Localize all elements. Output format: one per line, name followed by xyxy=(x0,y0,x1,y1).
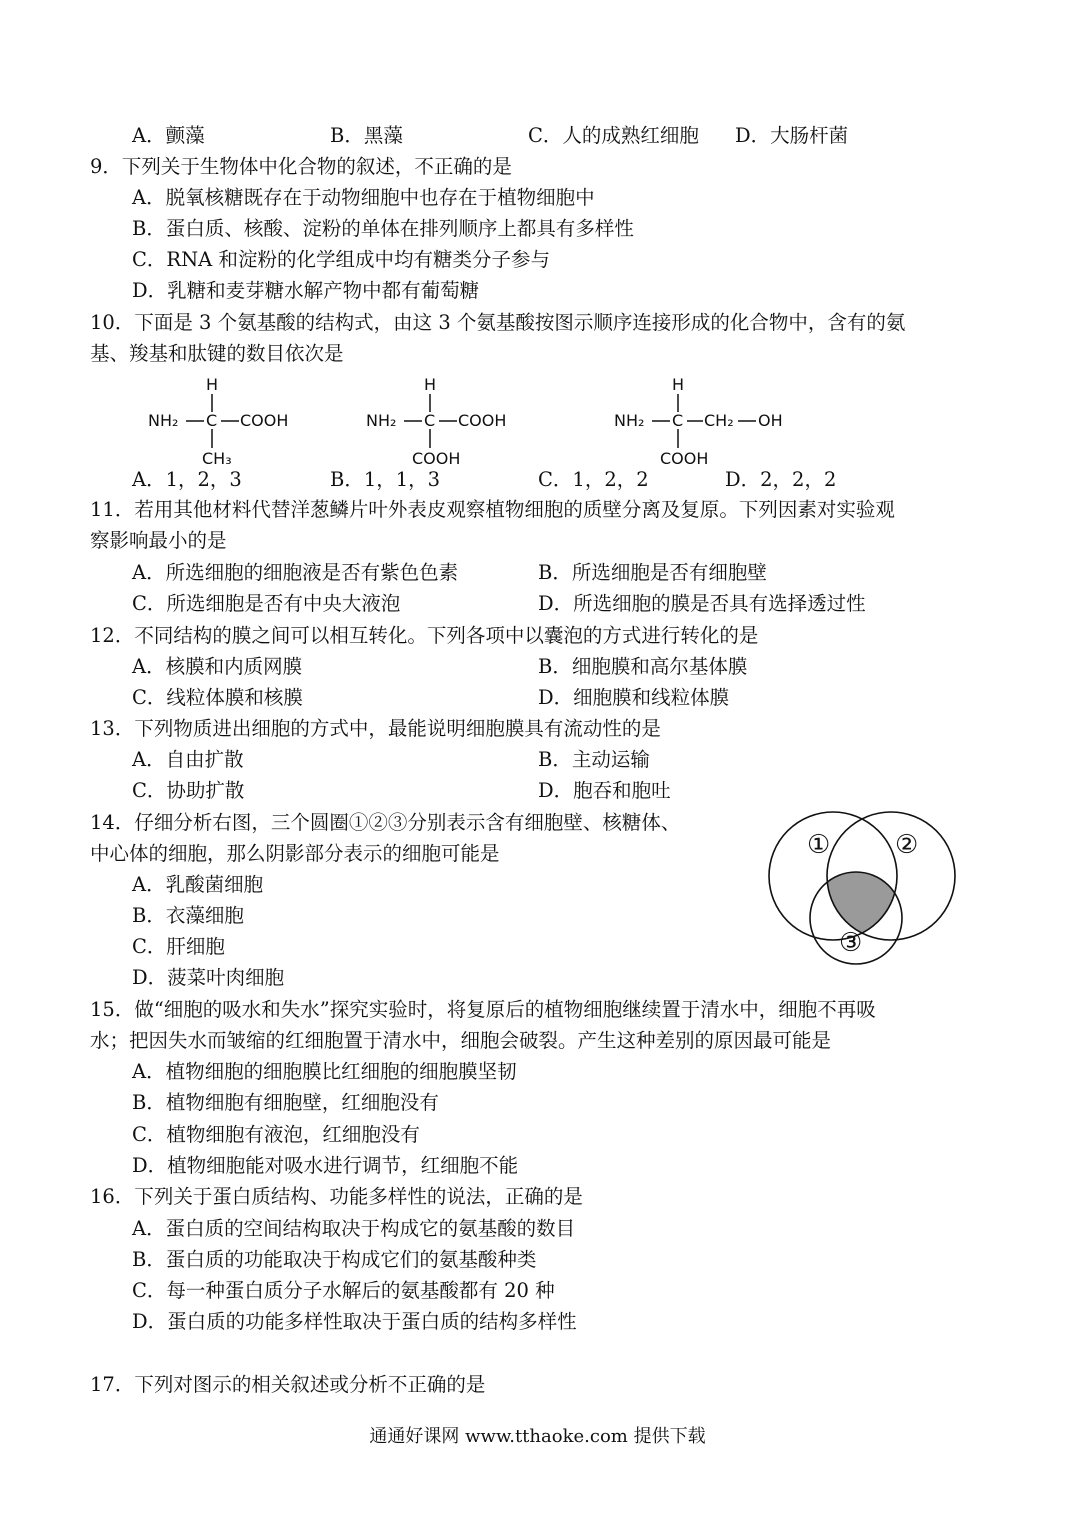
q9-option-a: A．脱氧核糖既存在于动物细胞中也存在于植物细胞中 xyxy=(132,186,595,209)
q16-option-c: C．每一种蛋白质分子水解后的氨基酸都有 20 种 xyxy=(132,1279,555,1302)
q8-option-a: A．颤藻 xyxy=(132,124,205,147)
q13-option-a: A．自由扩散 xyxy=(132,748,244,771)
q15-option-d: D．植物细胞能对吸水进行调节，红细胞不能 xyxy=(132,1154,519,1177)
aa1-nh2: NH₂ xyxy=(148,411,179,430)
aa1-cooh: COOH xyxy=(240,411,289,430)
q14-option-a: A．乳酸菌细胞 xyxy=(132,873,264,896)
q12-option-c: C．线粒体膜和核膜 xyxy=(132,686,303,709)
venn-label-3: ③ xyxy=(839,928,863,958)
aa2-h: H xyxy=(424,375,437,394)
page-footer: 通通好课网 www.tthaoke.com 提供下载 xyxy=(369,1426,706,1447)
q11-stem-line1: 11．若用其他材料代替洋葱鳞片叶外表皮观察植物细胞的质壁分离及复原。下列因素对实验观 xyxy=(90,498,895,521)
q12-option-b: B．细胞膜和高尔基体膜 xyxy=(538,655,748,678)
aa3-ch2: CH₂ xyxy=(704,411,734,430)
aa3-h: H xyxy=(672,375,685,394)
venn-circle-1 xyxy=(769,812,897,940)
q8-option-d: D．大肠杆菌 xyxy=(735,124,849,147)
q9-option-b: B．蛋白质、核酸、淀粉的单体在排列顺序上都具有多样性 xyxy=(132,217,634,240)
q15-option-a: A．植物细胞的细胞膜比红细胞的细胞膜坚韧 xyxy=(132,1060,517,1083)
q14-option-d: D．菠菜叶肉细胞 xyxy=(132,966,285,989)
aa2-c: C xyxy=(424,411,436,430)
q15-option-b: B．植物细胞有细胞壁，红细胞没有 xyxy=(132,1091,439,1114)
q14-option-c: C．肝细胞 xyxy=(132,935,225,958)
q8-option-b: B．黑藻 xyxy=(330,124,403,147)
venn-label-2: ② xyxy=(895,830,919,860)
q13-option-c: C．协助扩散 xyxy=(132,779,245,802)
q14-stem-line1: 14．仔细分析右图，三个圆圈①②③分别表示含有细胞壁、核糖体、 xyxy=(90,811,681,834)
q14-option-b: B．衣藻细胞 xyxy=(132,904,244,927)
aa3-cooh-bottom: COOH xyxy=(660,449,709,468)
q10-stem-line1: 10．下面是 3 个氨基酸的结构式，由这 3 个氨基酸按图示顺序连接形成的化合物中，含有的氨 xyxy=(90,311,906,334)
q9-stem: 9．下列关于生物体中化合物的叙述，不正确的是 xyxy=(90,155,512,178)
aa1-ch3: CH₃ xyxy=(202,449,232,468)
q15-stem-line1: 15．做“细胞的吸水和失水”探究实验时，将复原后的植物细胞继续置于清水中，细胞不再吸 xyxy=(90,998,876,1021)
q12-stem: 12．不同结构的膜之间可以相互转化。下列各项中以囊泡的方式进行转化的是 xyxy=(90,624,759,647)
q8-option-c: C．人的成熟红细胞 xyxy=(528,124,699,147)
q16-option-d: D．蛋白质的功能多样性取决于蛋白质的结构多样性 xyxy=(132,1310,577,1333)
aa2-cooh: COOH xyxy=(458,411,507,430)
aa3-nh2: NH₂ xyxy=(614,411,645,430)
q9-option-c: C．RNA 和淀粉的化学组成中均有糖类分子参与 xyxy=(132,248,550,271)
aa1-h: H xyxy=(206,375,219,394)
q16-stem: 16．下列关于蛋白质结构、功能多样性的说法，正确的是 xyxy=(90,1185,583,1208)
q16-option-a: A．蛋白质的空间结构取决于构成它的氨基酸的数目 xyxy=(132,1217,576,1240)
q12-option-a: A．核膜和内质网膜 xyxy=(132,655,303,678)
aa2-cooh-bottom: COOH xyxy=(412,449,461,468)
q10-option-b: B．1，1，3 xyxy=(330,468,441,491)
q12-option-d: D．细胞膜和线粒体膜 xyxy=(538,686,730,709)
q10-option-c: C．1，2，2 xyxy=(538,468,649,491)
q10-option-a: A．1，2，3 xyxy=(132,468,242,491)
q9-option-d: D．乳糖和麦芽糖水解产物中都有葡萄糖 xyxy=(132,279,480,302)
q11-option-d: D．所选细胞的膜是否具有选择透过性 xyxy=(538,592,866,615)
aa1-c: C xyxy=(206,411,218,430)
q13-stem: 13．下列物质进出细胞的方式中，最能说明细胞膜具有流动性的是 xyxy=(90,717,661,740)
q11-option-a: A．所选细胞的细胞液是否有紫色色素 xyxy=(132,561,459,584)
q15-option-c: C．植物细胞有液泡，红细胞没有 xyxy=(132,1123,420,1146)
aa3-oh: OH xyxy=(758,411,783,430)
venn-label-1: ① xyxy=(807,830,831,860)
q13-option-d: D．胞吞和胞吐 xyxy=(538,779,671,802)
aa2-nh2: NH₂ xyxy=(366,411,397,430)
q15-stem-line2: 水；把因失水而皱缩的红细胞置于清水中，细胞会破裂。产生这种差别的原因最可能是 xyxy=(90,1029,832,1052)
q16-option-b: B．蛋白质的功能取决于构成它们的氨基酸种类 xyxy=(132,1248,537,1271)
q10-stem-line2: 基、羧基和肽键的数目依次是 xyxy=(90,342,344,365)
venn-diagram xyxy=(755,808,965,998)
q11-option-c: C．所选细胞是否有中央大液泡 xyxy=(132,592,401,615)
q11-option-b: B．所选细胞是否有细胞壁 xyxy=(538,561,767,584)
aa3-c: C xyxy=(672,411,684,430)
q14-stem-line2: 中心体的细胞，那么阴影部分表示的细胞可能是 xyxy=(90,842,500,865)
q11-stem-line2: 察影响最小的是 xyxy=(90,529,227,552)
q13-option-b: B．主动运输 xyxy=(538,748,650,771)
q10-option-d: D．2，2，2 xyxy=(725,468,837,491)
q17-stem: 17．下列对图示的相关叙述或分析不正确的是 xyxy=(90,1373,486,1396)
